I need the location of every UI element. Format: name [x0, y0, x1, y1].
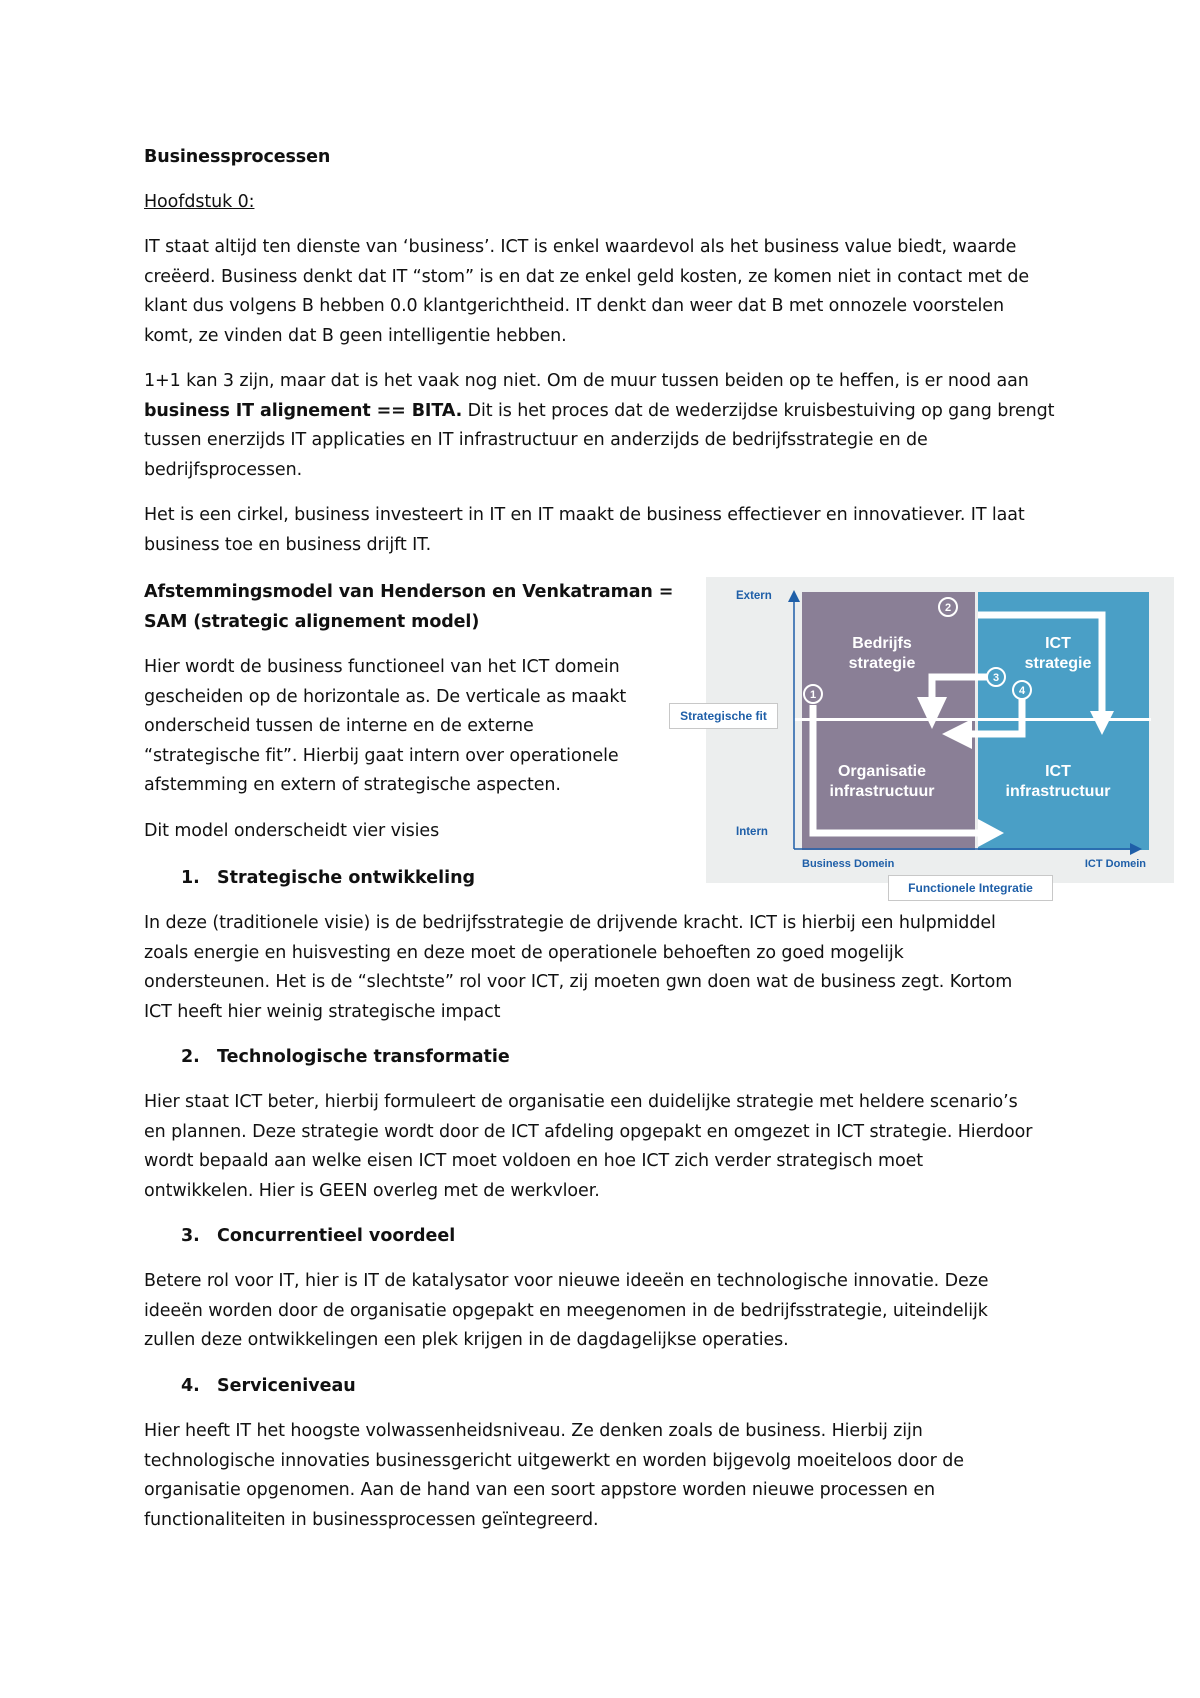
- text-line: functionaliteiten in businessprocessen geïntegreerd.: [144, 1509, 599, 1530]
- document-title: Businessprocessen: [144, 147, 331, 167]
- marker-number: 1: [809, 689, 817, 701]
- label-business-strategy-2: strategie: [848, 655, 916, 672]
- vision-text-4: [144, 1417, 964, 1535]
- list-number: 2.: [181, 1047, 200, 1067]
- text-line: Hier staat ICT beter, hierbij formuleert de organisatie een duidelijke strategie met heldere scenario’s: [144, 1092, 1018, 1112]
- text-line: 1+1 kan 3 zijn, maar dat is het vaak nog niet. Om de muur tussen beiden op te heffen, is er nood aan: [144, 371, 1029, 391]
- vision-text-1: [144, 909, 1012, 1027]
- vision-text-3: [144, 1267, 988, 1356]
- text-line: Hier heeft IT het hoogste volwassenheidsniveau. Ze denken zoals de business. Hierbij zijn: [144, 1421, 923, 1441]
- text-line: klant dus volgens B hebben 0.0 klantgerichtheid. IT denkt dan weer dat B met onnozele voorstelen: [144, 296, 1004, 317]
- list-number: 1.: [181, 868, 200, 888]
- text-line: onderscheid tussen de interne en de externe: [144, 716, 534, 737]
- text-line: ideeën worden door de organisatie opgepakt en meegenomen in de bedrijfsstrategie, uiteindelijk: [144, 1300, 988, 1321]
- vision-text-2: [144, 1088, 1032, 1206]
- text-line: afstemming en extern of strategische aspecten.: [144, 775, 561, 796]
- vision-heading-1: [181, 864, 475, 894]
- text-line: Betere rol voor IT, hier is IT de katalysator voor nieuwe ideeën en technologische innovatie. Deze: [144, 1271, 989, 1291]
- text-line: zoals energie en huisvesting en deze moet de operationele behoeften zo goed mogelijk: [144, 942, 904, 963]
- text-line: wordt bepaald aan welke eisen ICT moet voldoen en hoe ICT zich verder strategisch moet: [144, 1151, 924, 1172]
- paragraph-bita: [144, 367, 1054, 485]
- chapter-heading: Hoofdstuk 0:: [144, 192, 255, 212]
- list-number: 3.: [181, 1226, 200, 1246]
- text-line: Afstemmingsmodel van Henderson en Venkatraman =: [144, 582, 674, 602]
- text-line: komt, ze vinden dat B geen intelligentie hebben.: [144, 325, 567, 346]
- marker-1: [804, 685, 822, 703]
- text-line: ondersteunen. Het is de “slechtste” rol voor ICT, zij moeten gwn doen wat de business zegt. Kortom: [144, 972, 1013, 993]
- sam-diagram-svg: [706, 577, 1174, 883]
- label-ict-strategy-2: strategie: [1024, 655, 1092, 672]
- text-line: IT staat altijd ten dienste van ‘business’. ICT is enkel waardevol als het business value biedt, waarde: [144, 237, 1017, 257]
- vision-title: Strategische ontwikkeling: [217, 868, 476, 888]
- text-line: SAM (strategic alignement model): [144, 611, 480, 632]
- text-fragment: Dit is het proces dat de wederzijdse kruisbestuiving op gang brengt: [462, 400, 1055, 421]
- marker-number: 2: [944, 602, 952, 614]
- text-line: organisatie opgenomen. Aan de hand van een soort appstore worden nieuwe processen en: [144, 1480, 936, 1501]
- label-org-infra-1: Organisatie: [837, 763, 927, 780]
- list-number: 4.: [181, 1376, 200, 1396]
- vision-title: Technologische transformatie: [217, 1047, 510, 1067]
- marker-number: 3: [992, 672, 1000, 684]
- axis-label-ict-domain: ICT Domein: [1084, 858, 1146, 870]
- label-org-infra-2: infrastructuur: [829, 783, 935, 800]
- vision-heading-4: [181, 1372, 356, 1402]
- strategic-fit-label: Strategische fit: [669, 703, 778, 729]
- text-line: “strategische fit”. Hierbij gaat intern over operationele: [144, 745, 619, 766]
- text-line: [144, 397, 1054, 427]
- label-business-strategy-1: Bedrijfs: [852, 635, 912, 652]
- text-line: bedrijfsprocessen.: [144, 459, 303, 480]
- paragraph-cycle: [144, 501, 1025, 560]
- paragraph-intro: [144, 233, 1029, 351]
- vision-heading-2: [181, 1043, 510, 1073]
- marker-2: [939, 598, 957, 616]
- text-line: tussen enerzijds IT applicaties en IT infrastructuur en anderzijds de bedrijfsstrategie en de: [144, 430, 928, 451]
- text-line: zullen deze ontwikkelingen een plek krijgen in de dagdagelijkse operaties.: [144, 1330, 789, 1351]
- bita-term: business IT alignement == BITA.: [144, 400, 463, 421]
- axis-label-intern: Intern: [736, 826, 768, 838]
- sam-heading: [144, 578, 673, 637]
- text-line: ICT heeft hier weinig strategische impact: [144, 1001, 501, 1022]
- text-line: gescheiden op de horizontale as. De verticale as maakt: [144, 686, 627, 707]
- label-ict-infra-2: infrastructuur: [1005, 783, 1111, 800]
- text-line: en plannen. Deze strategie wordt door de ICT afdeling opgepakt en omgezet in ICT strategie. Hierdoor: [144, 1121, 1033, 1142]
- label-ict-infra-1: ICT: [1045, 763, 1071, 780]
- text-line: creëerd. Business denkt dat IT “stom” is en dat ze enkel geld kosten, ze komen niet in contact met de: [144, 266, 1030, 287]
- text-line: In deze (traditionele visie) is de bedrijfsstrategie de drijvende kracht. ICT is hierbij een hulpmiddel: [144, 913, 996, 933]
- text-line: Het is een cirkel, business investeert in IT en IT maakt de business effectiever en innovatiever. IT laat: [144, 505, 1025, 525]
- label-ict-strategy-1: ICT: [1045, 635, 1071, 652]
- text-line: technologische innovaties businessgericht uitgewerkt en worden bijgevolg moeiteloos door de: [144, 1450, 964, 1471]
- vision-title: Concurrentieel voordeel: [217, 1226, 456, 1246]
- functional-integration-label: Functionele Integratie: [888, 875, 1053, 901]
- text-line: business toe en business drijft IT.: [144, 534, 432, 555]
- vision-heading-3: [181, 1222, 455, 1252]
- paragraph-sam: [144, 653, 626, 801]
- marker-3: [987, 668, 1005, 686]
- text-line: Hier wordt de business functioneel van het ICT domein: [144, 657, 620, 677]
- marker-number: 4: [1018, 685, 1026, 697]
- marker-4: [1013, 681, 1031, 699]
- text-line: ontwikkelen. Hier is GEEN overleg met de werkvloer.: [144, 1180, 600, 1201]
- axis-label-extern: Extern: [736, 590, 772, 602]
- axis-label-business-domain: Business Domein: [802, 858, 895, 870]
- vision-title: Serviceniveau: [217, 1376, 356, 1396]
- sam-diagram: [706, 577, 1174, 883]
- paragraph-visions-intro: Dit model onderscheidt vier visies: [144, 821, 440, 841]
